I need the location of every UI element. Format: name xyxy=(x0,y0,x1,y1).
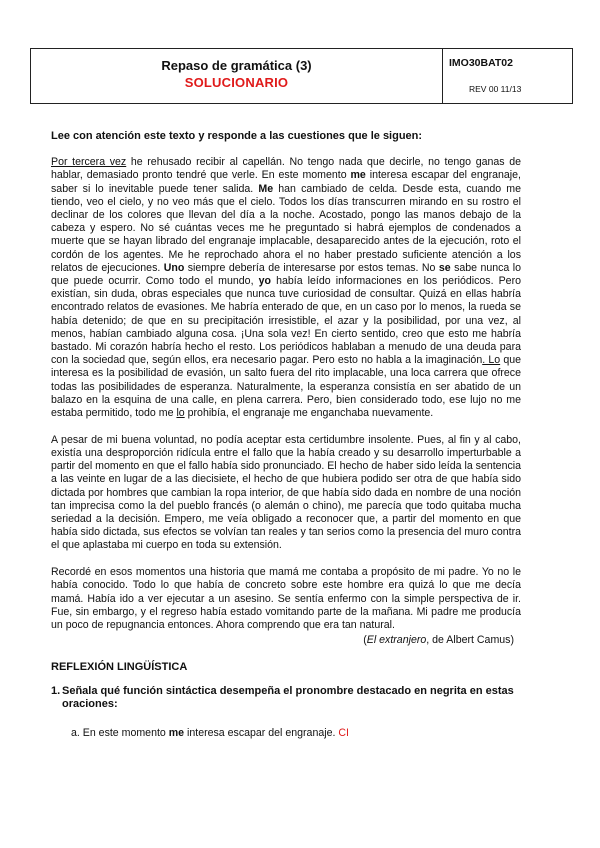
document-body xyxy=(51,130,521,741)
page-subtitle: SOLUCIONARIO xyxy=(184,75,289,90)
item-text: a. En este momento xyxy=(71,727,169,740)
bold-pronoun: se xyxy=(438,261,451,274)
text-paragraph-2: A pesar de mi buena voluntad, no podía aceptar esta certidumbre insolente. Pues, al fin y al cabo, existía una desproporción ridícula entre el fallo que la había creado y su desarrollo imperturbable a partir del momento en que el fallo había sido pronunciado. El hecho de haber sido leída la sentencia a las veinte en lugar de a las diecisiete, el hecho de que hubiera podido ser otra de que había sido dictada por hombres que cambian la ropa interior, de que había sido dada en nombre de una noción tan imprecisa como la del pueblo francés (o alemán o chino), me parecía que todo quitaba mucha seriedad a la decisión. Empero, me veía obligado a reconocer que, a partir del momento en que había sido dictada, sus efectos se volvían tan reales y tan serios como la presencia del muro contra el que aplastaba mi cuerpo en toda su extensión. xyxy=(51,433,521,552)
citation-open: ( xyxy=(363,633,367,646)
page-title: Repaso de gramática (3) xyxy=(161,58,312,73)
header-title-cell xyxy=(31,49,443,103)
text-run: interesa escapar del engranaje, saber si lo inevitable puede tener salida. xyxy=(51,169,521,195)
text-run: han cambiado de celda. Desde esta, cuando me tiendo, veo el cielo, y no veo más que el cielo. Todos los días transcurren mirando en su rostro el declinar de los colores que llevan del día a la noche. Acostado, pongo las manos debajo de la cabeza y espero. No sé cuántas veces me he preguntado si habrá ejemplos de condenados a muerte que se hayan librado del engranaje implacable, desaparecido antes de la ejecución, roto el cordón de los agentes. Me he reprochado ahora el no haber prestado suficiente atención a los relatos de ejecuciones. xyxy=(51,182,521,274)
text-run: prohibía, el engranaje me enganchaba nuevamente. xyxy=(184,407,434,420)
text-paragraph-1 xyxy=(51,156,521,420)
section-title: REFLEXIÓN LINGÜÍSTICA xyxy=(51,660,188,673)
source-citation xyxy=(51,634,514,647)
question-1 xyxy=(51,685,521,711)
text-run: he rehusado recibir al capellán. No tengo nada que decirle, no tengo ganas de hablar, demasiado pronto tendré que verle. En este momento xyxy=(51,156,521,182)
text-run: había leído informaciones en los periódicos. Pero existían, sin duda, obras especiales que nunca tuve curiosidad de consultar. Quizá en ellas habría encontrado relatos de evasiones. Me habría enterado de que, en un caso por lo menos, la rueda se había detenido; de que en su precipitación irresistible, el azar y la posibilidad, por una vez, al menos, habían cambiado alguna cosa. ¡Una sola vez! En cierto sentido, creo que esto me habría bastado. Mi corazón habría hecho el resto. Los periódicos hablaban a menudo de una deuda para con la sociedad que, según ellos, era necesario pagar. Pero esto no habla a la imaginación xyxy=(51,275,521,367)
bold-pronoun: Uno xyxy=(163,261,185,274)
question-number: 1. xyxy=(51,685,61,698)
underlined-pronoun: . Lo xyxy=(482,354,501,367)
bold-pronoun: me xyxy=(350,169,366,182)
underlined-pronoun: lo xyxy=(176,407,185,420)
revision-label: REV 00 11/13 xyxy=(469,84,522,94)
instructions: Lee con atención este texto y responde a las cuestiones que le siguen: xyxy=(51,130,423,142)
question-text: Señala qué función sintáctica desempeña el pronombre destacado en negrita en estas oraciones: xyxy=(62,685,514,711)
work-title: El extranjero xyxy=(366,633,427,646)
citation-author: , de Albert Camus) xyxy=(426,633,514,646)
text-run: que interesa es la posibilidad de evasión, un salto fuera del rito implacable, una loca carrera que ofrece todas las posibilidades de esperanza. Naturalmente, la esperanza consistía en ser abatido de un balazo en la esquina de una calle, en plena carrera. Pero, bien considerado todo, ese lujo no me estaba permitido, todo me xyxy=(51,354,522,420)
bold-pronoun: yo xyxy=(258,275,271,288)
document-code: IMO30BAT02 xyxy=(449,57,513,69)
text-run: sabe nunca lo que puede ocurrir. Como todo el mundo, xyxy=(51,261,521,288)
underlined-phrase: Por tercera vez xyxy=(51,156,127,169)
bold-pronoun: me xyxy=(168,727,185,740)
text-paragraph-3: Recordé en esos momentos una historia que mamá me contaba a propósito de mi padre. Yo no le había conocido. Todo lo que había de concreto sobre este hombre era quizá lo que me decía mamá. Había ido a ver ejecutar a un asesino. Se sentía enfermo con la simple perspectiva de ir. Fue, sin embargo, y el regreso había estado vomitando parte de la mañana. Mi padre me producía un poco de repugnancia entonces. Ahora comprendo que era tan natural. xyxy=(51,566,521,631)
item-text: interesa escapar del engranaje. xyxy=(184,727,339,740)
document-header xyxy=(30,48,573,104)
answer-label: CI xyxy=(338,727,349,740)
bold-pronoun: Me xyxy=(258,182,274,195)
exercise-item-a xyxy=(71,727,521,740)
text-run: siempre debería de interesarse por estos temas. No xyxy=(184,261,439,274)
